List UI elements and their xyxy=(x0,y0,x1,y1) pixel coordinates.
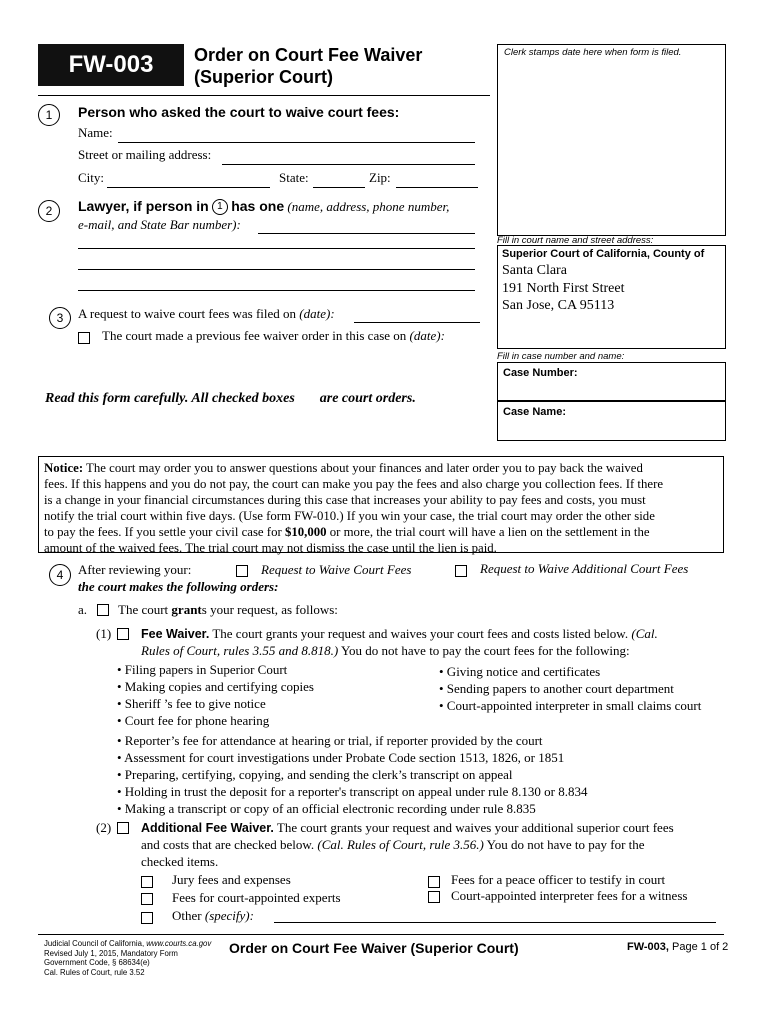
fee-item: • Court fee for phone hearing xyxy=(117,713,270,728)
footer-gov-code: Government Code, § 68634(e) xyxy=(44,958,150,967)
court-fill-label: Fill in court name and street address: xyxy=(497,235,654,246)
fee-item: • Reporter’s fee for attendance at hearing or trial, if reporter provided by the court xyxy=(117,733,543,748)
city-label: City: xyxy=(78,170,105,185)
footer-page xyxy=(627,941,728,953)
footer-url[interactable]: www.courts.ca.gov xyxy=(146,939,212,948)
form-title xyxy=(194,44,422,88)
read-carefully-notice xyxy=(45,391,416,407)
state-label: State: xyxy=(279,170,309,185)
case-fill-label: Fill in case number and name: xyxy=(497,351,625,362)
fee-waiver-text1: The court grants your request and waives your court fees and costs listed below. xyxy=(212,626,629,641)
zip-field[interactable] xyxy=(396,173,478,188)
fee-item: • Holding in trust the deposit for a reporter's transcript on appeal under rule 8.130 or 8.834 xyxy=(117,784,588,799)
additional-waiver-checkbox[interactable] xyxy=(117,822,129,834)
fee-item: • Preparing, certifying, copying, and sending the clerk’s transcript on appeal xyxy=(117,767,513,782)
footer-revised: Revised July 1, 2015, Mandatory Form xyxy=(44,948,178,958)
fee-waiver-text xyxy=(141,626,658,642)
footer-page-num: Page 1 of 2 xyxy=(672,941,729,953)
lawyer-field-3[interactable] xyxy=(78,255,475,270)
court-line1: Superior Court of California, County of xyxy=(502,248,705,260)
footer-council: Judicial Council of California, xyxy=(44,939,145,948)
footer-title: Order on Court Fee Waiver (Superior Court) xyxy=(229,940,519,956)
footer-left xyxy=(44,939,211,977)
fee-item: • Filing papers in Superior Court xyxy=(117,662,288,677)
fee-waiver-title: Fee Waiver. xyxy=(141,627,210,641)
lien-amount: $10,000 xyxy=(284,525,327,539)
footer-form-id: FW-003, xyxy=(627,941,669,953)
fee-waiver-line2 xyxy=(141,643,630,659)
peace-officer-label: Fees for a peace officer to testify in court xyxy=(451,872,666,887)
previous-order-text xyxy=(102,328,445,344)
fee-item: • Sheriff ’s fee to give notice xyxy=(117,696,266,711)
notice-line4: notify the trial court within five days. (Use form FW-010.) If you win your case, the trial court may order the other side xyxy=(44,509,655,523)
fee-item: • Giving notice and certificates xyxy=(439,664,601,679)
form-title-line2: (Superior Court) xyxy=(194,67,333,87)
case-name-box[interactable] xyxy=(497,400,726,441)
after-reviewing: After reviewing your: xyxy=(78,562,192,577)
fee-item: • Making copies and certifying copies xyxy=(117,679,314,694)
additional-num: (2) xyxy=(96,820,112,835)
fee-waiver-text2: You do not have to pay the court fees for the following: xyxy=(340,643,630,658)
request-filed-label: A request to waive court fees was filed on xyxy=(78,306,297,321)
court-box xyxy=(497,245,726,349)
fee-item: • Sending papers to another court department xyxy=(439,681,674,696)
read-notice-part2: are court orders. xyxy=(319,391,416,406)
request-filed-date-label: (date): xyxy=(299,306,335,321)
grant-request-text xyxy=(118,602,338,618)
fee-left-items xyxy=(117,661,314,729)
section-3-number: 3 xyxy=(49,307,71,329)
additional-cite: (Cal. Rules of Court, rule 3.56.) xyxy=(317,837,484,852)
fee-waiver-num: (1) xyxy=(96,626,112,641)
fee-waiver-checkbox[interactable] xyxy=(117,628,129,640)
request-filed-text xyxy=(78,306,335,322)
other-checkbox[interactable] xyxy=(141,912,153,924)
expert-fees-checkbox[interactable] xyxy=(141,893,153,905)
section-1-heading: Person who asked the court to waive court fees: xyxy=(78,104,400,120)
previous-order-date-label: (date): xyxy=(409,328,445,343)
request-additional-checkbox[interactable] xyxy=(455,565,467,577)
other-text xyxy=(172,908,254,924)
request-waive-checkbox[interactable] xyxy=(236,565,248,577)
lawyer-heading-b: has one xyxy=(231,198,285,214)
header-rule xyxy=(38,95,490,96)
lawyer-line2: e-mail, and State Bar number): xyxy=(78,217,241,232)
request-filed-date-field[interactable] xyxy=(354,308,480,323)
case-number-box[interactable] xyxy=(497,362,726,402)
city-field[interactable] xyxy=(107,173,270,188)
form-id: FW-003 xyxy=(68,51,154,78)
expert-fees-label: Fees for court-appointed experts xyxy=(172,890,341,905)
notice-line3: is a change in your financial circumstances during this case that increases your ability to pay fees and costs, you must xyxy=(44,493,646,507)
court-county: Santa Clara xyxy=(502,263,567,278)
notice-box xyxy=(38,456,724,553)
grant-bold: grant xyxy=(171,602,202,617)
read-notice-part1: Read this form carefully. All checked boxes xyxy=(45,391,295,406)
name-field[interactable] xyxy=(118,128,475,143)
section-2-number: 2 xyxy=(38,200,60,222)
zip-label: Zip: xyxy=(369,170,391,185)
footer-rule-ref: Cal. Rules of Court, rule 3.52 xyxy=(44,967,145,977)
section-1-number: 1 xyxy=(38,104,60,126)
other-specify-field[interactable] xyxy=(274,908,716,923)
case-name-label: Case Name: xyxy=(503,406,566,418)
other-specify: (specify): xyxy=(204,908,254,923)
fee-waiver-cite: (Cal. xyxy=(631,626,658,641)
jury-fees-label: Jury fees and expenses xyxy=(172,872,291,887)
grant-text2: s your request, as follows: xyxy=(201,602,338,617)
previous-order-label: The court made a previous fee waiver order in this case on xyxy=(102,328,407,343)
additional-text1: The court grants your request and waives your additional superior court fees xyxy=(276,820,674,835)
lawyer-field-4[interactable] xyxy=(78,276,475,291)
request-waive-label: Request to Waive Court Fees xyxy=(261,562,412,577)
interpreter-label: Court-appointed interpreter fees for a witness xyxy=(451,888,688,903)
notice-line5b: or more, the trial court will have a lien on the settlement in the xyxy=(329,525,650,539)
fee-item: • Making a transcript or copy of an official electronic recording under rule 8.835 xyxy=(117,801,536,816)
court-city: San Jose, CA 95113 xyxy=(502,298,615,313)
fee-item: • Court-appointed interpreter in small claims court xyxy=(439,698,702,713)
additional-line2 xyxy=(141,837,645,853)
notice-line5a: to pay the fees. If you settle your civil case for xyxy=(44,525,282,539)
additional-text3: You do not have to pay for the xyxy=(486,837,645,852)
form-id-badge xyxy=(38,44,184,86)
notice-line6: amount of the waived fees. The trial court may not dismiss the case until the lien is paid. xyxy=(44,541,497,555)
additional-text2: and costs that are checked below. xyxy=(141,837,315,852)
lawyer-field-1[interactable] xyxy=(258,219,475,234)
fee-full-items xyxy=(117,732,587,817)
additional-text4: checked items. xyxy=(141,854,219,869)
fee-right-items xyxy=(439,663,701,714)
section-1-ref: 1 xyxy=(212,199,228,215)
footer-rule xyxy=(38,934,724,935)
request-additional-label: Request to Waive Additional Court Fees xyxy=(480,561,689,576)
notice-label: Notice: xyxy=(44,461,84,475)
section-2-heading xyxy=(78,198,449,216)
lawyer-heading-a: Lawyer, if person in xyxy=(78,198,209,214)
jury-fees-checkbox[interactable] xyxy=(141,876,153,888)
notice-line1: The court may order you to answer questions about your finances and later order you to pay back the waived xyxy=(86,461,643,475)
item-a-label: a. xyxy=(78,602,88,617)
lawyer-field-2[interactable] xyxy=(78,234,475,249)
fee-item: • Assessment for court investigations under Probate Code section 1513, 1826, or 1851 xyxy=(117,750,565,765)
clerk-stamp-box xyxy=(497,44,726,236)
grant-text1: The court xyxy=(118,602,169,617)
street-label: Street or mailing address: xyxy=(78,147,212,162)
grant-request-checkbox[interactable] xyxy=(97,604,109,616)
additional-text xyxy=(141,820,674,836)
section-4-number: 4 xyxy=(49,564,71,586)
notice-line2: fees. If this happens and you do not pay, the court can make you pay the fees and also charge you collection fees. If there xyxy=(44,477,664,491)
peace-officer-checkbox[interactable] xyxy=(428,876,440,888)
case-number-label: Case Number: xyxy=(503,367,578,379)
previous-order-checkbox[interactable] xyxy=(78,332,90,344)
form-title-line1: Order on Court Fee Waiver xyxy=(194,45,423,65)
interpreter-checkbox[interactable] xyxy=(428,891,440,903)
name-label: Name: xyxy=(78,125,113,140)
court-street: 191 North First Street xyxy=(502,281,625,296)
court-makes-orders: the court makes the following orders: xyxy=(78,579,279,594)
clerk-stamp-text: Clerk stamps date here when form is filed. xyxy=(504,47,682,58)
street-field[interactable] xyxy=(222,150,475,165)
lawyer-heading-ital: (name, address, phone number, xyxy=(287,199,450,214)
state-field[interactable] xyxy=(313,173,365,188)
additional-title: Additional Fee Waiver. xyxy=(141,821,274,835)
other-label: Other xyxy=(172,908,202,923)
fee-waiver-cite2: Rules of Court, rules 3.55 and 8.818.) xyxy=(141,643,339,658)
